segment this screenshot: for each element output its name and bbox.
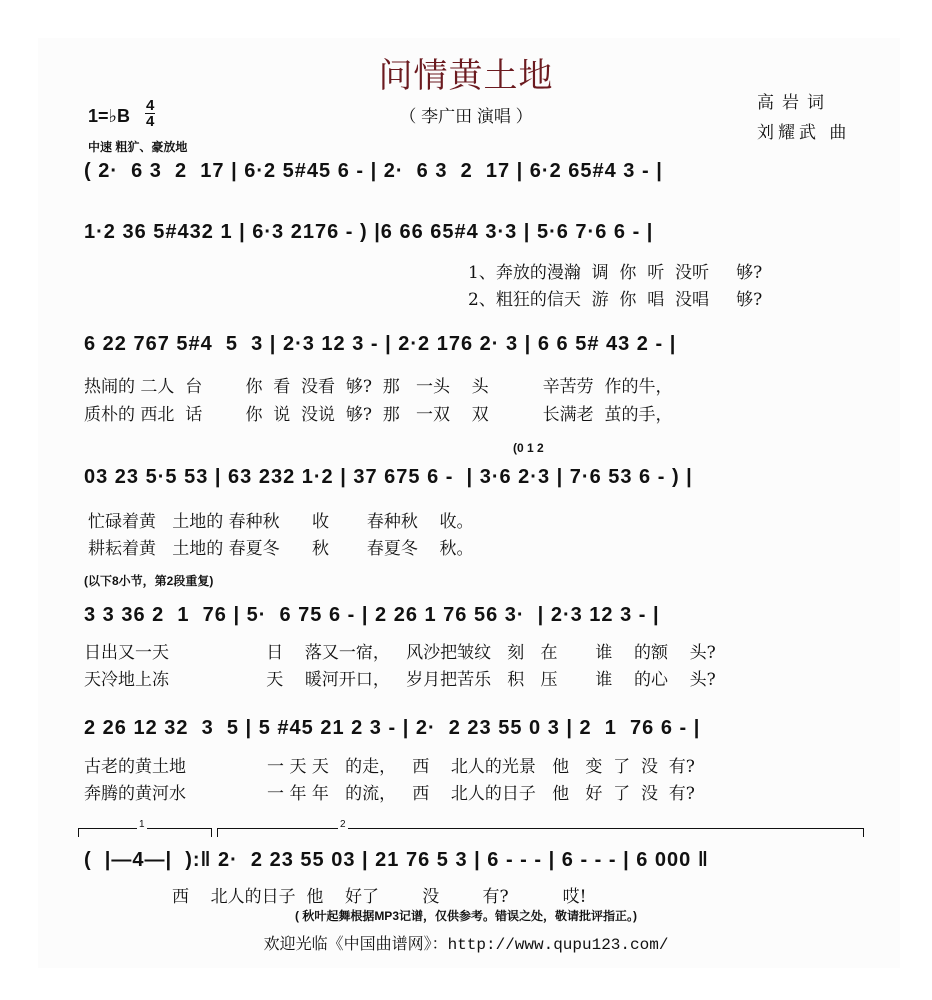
lyrics-verse-1: 古老的黄土地 一 天 天 的走， 西 北人的光景 他 变 了 没 有?: [84, 757, 695, 777]
notation-system-5: 3 3 36 2 1 76 | 5· 6 75 6 - | 2 26 1 76 56 3· | 2·3 12 3 - |: [84, 604, 660, 626]
lyrics-ending: 西 北人的日子 他 好了 没 有? 哎!: [172, 887, 587, 907]
lyrics-verse-2: 2、粗狂的信天 游 你 唱 没唱 够?: [468, 290, 763, 310]
key-signature: 1=♭B: [88, 106, 131, 126]
lyrics-verse-1: 1、奔放的漫瀚 调 你 听 没听 够?: [468, 263, 763, 283]
lyrics-verse-1: 日出又一天 日 落又一宿， 风沙把皱纹 刻 在 谁 的额 头?: [84, 643, 716, 663]
lyrics-verse-2: 质朴的 西北 话 你 说 没说 够? 那 一双 双 长满老 茧的手，: [84, 405, 673, 425]
singer-credit: （ 李广田 演唱 ）: [399, 107, 533, 126]
transcription-note: ( 秋叶起舞根据MP3记谱，仅供参考。错误之处，敬请批评指正。): [294, 909, 637, 923]
notation-system-3: 6 22 767 5#4 5 3 | 2·3 12 3 - | 2·2 176 2· 3 | 6 6 5# 43 2 - |: [84, 333, 677, 355]
lyricist-credit: 高岩词: [757, 93, 832, 113]
interlude-pickup: (0 1 2: [513, 441, 544, 455]
tempo-marking: 中速 粗犷、豪放地: [88, 140, 188, 154]
site-url-link[interactable]: http://www.qupu123.com/: [447, 936, 669, 954]
time-signature: 4 4: [146, 97, 155, 130]
site-welcome: 欢迎光临《中国曲谱网》：: [263, 934, 448, 953]
repeat-note: (以下8小节，第2段重复): [84, 574, 214, 588]
song-title: 问情黄土地: [378, 56, 554, 96]
lyrics-verse-1: 热闹的 二人 台 你 看 没看 够? 那 一头 头 辛苦劳 作的牛，: [84, 377, 673, 397]
site-footer: [0, 931, 932, 954]
composer-credit: 刘耀武 曲: [757, 123, 851, 143]
notation-system-7: ( |—4—| ):‖ 2· 2 23 55 03 | 21 76 5 3 | 6 - - - | 6 - - - | 6 000 ‖: [84, 849, 709, 871]
notation-system-4: 03 23 5·5 53 | 63 232 1·2 | 37 675 6 - | 3·6 2·3 | 7·6 53 6 - ) |: [84, 466, 693, 488]
notation-system-1: ( 2· 6 3 2 17 | 6·2 5#45 6 - | 2· 6 3 2 17 | 6·2 65#4 3 - |: [84, 160, 663, 182]
volta-bracket-2: 2: [217, 828, 864, 837]
notation-system-2: 1·2 36 5#432 1 | 6·3 2176 - ) |6 66 65#4 3·3 | 5·6 7·6 6 - |: [84, 221, 654, 243]
lyrics-verse-2: 耕耘着黄 土地的 春夏冬 秋 春夏冬 秋。: [88, 539, 474, 559]
lyrics-verse-2: 奔腾的黄河水 一 年 年 的流， 西 北人的日子 他 好 了 没 有?: [84, 784, 695, 804]
notation-system-6: 2 26 12 32 3 5 | 5 #45 21 2 3 - | 2· 2 23 55 0 3 | 2 1 76 6 - |: [84, 717, 701, 739]
lyrics-verse-2: 天冷地上冻 天 暖河开口， 岁月把苦乐 积 压 谁 的心 头?: [84, 670, 716, 690]
lyrics-verse-1: 忙碌着黄 土地的 春种秋 收 春种秋 收。: [88, 512, 474, 532]
volta-bracket-1: 1: [78, 828, 212, 837]
